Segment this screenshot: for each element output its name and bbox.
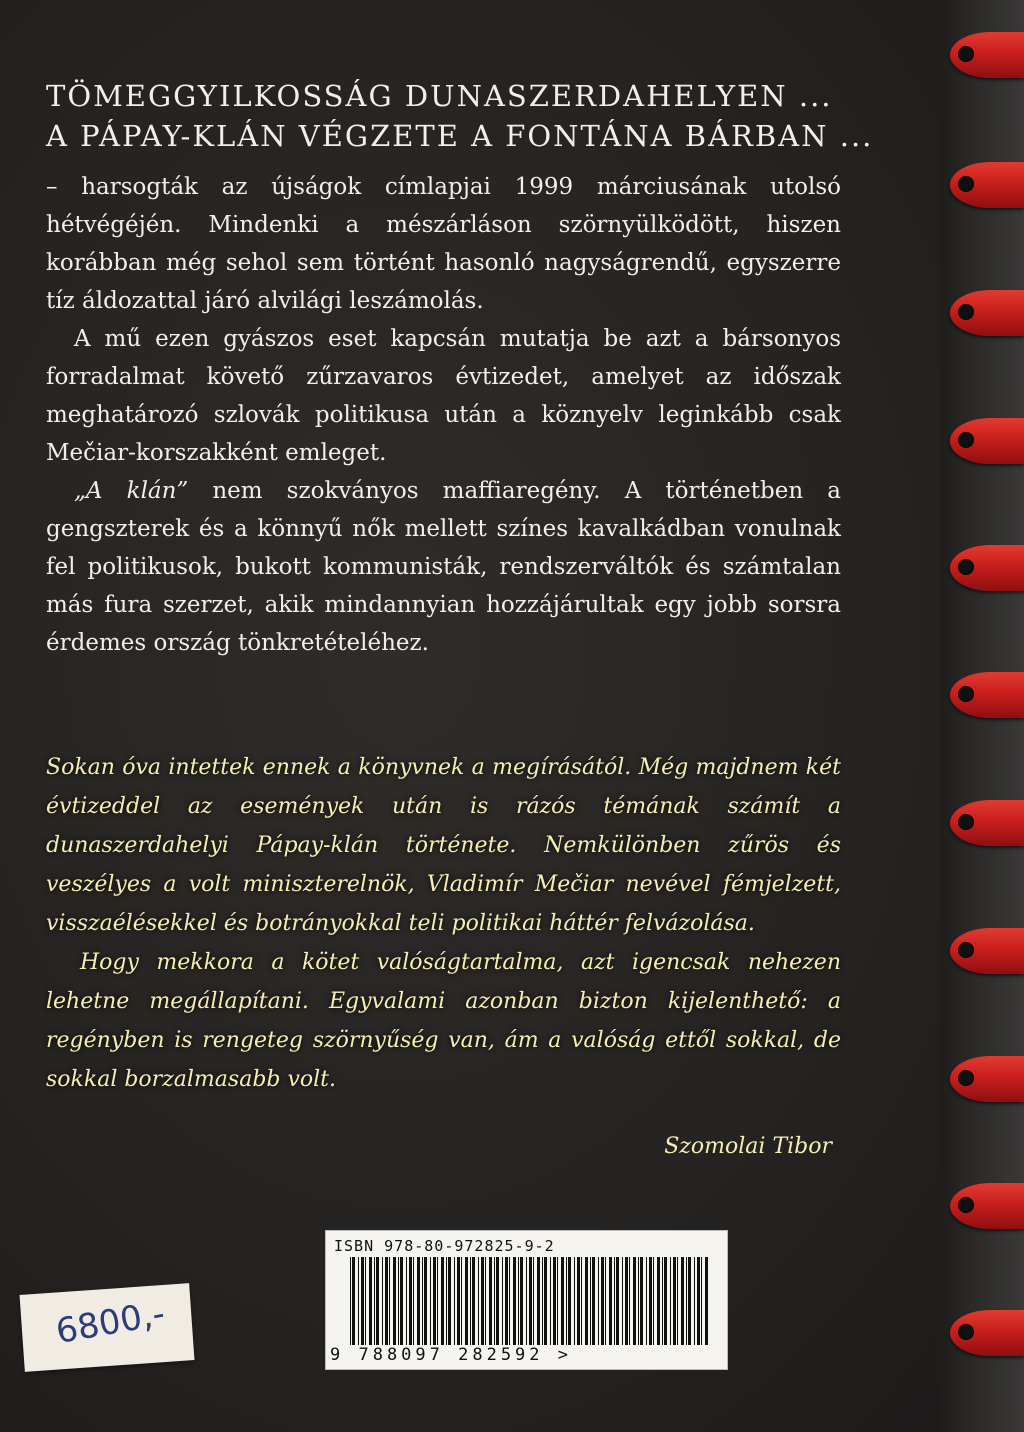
blurb-paragraph-3-text: nem szokványos maffiaregény. A történetben a gengszterek és a könnyű nők mellett színes kavalkádban vonulnak fel politikusok, bukott kommunisták, rendszerváltók és számtalan más fura szerzet, akik mindannyian hozzájárultak egy jobb sorsra érdemes ország tönkretételéhez. xyxy=(46,478,841,656)
ribbon-loop xyxy=(950,545,1024,591)
ean-number: 9 788097 282592 > xyxy=(330,1345,572,1365)
price-handwritten: 6800,- xyxy=(53,1293,168,1352)
author-signature: Szomolai Tibor xyxy=(664,1134,832,1159)
headline-line-2: A PÁPAY-KLÁN VÉGZETE A FONTÁNA BÁRBAN ... xyxy=(46,119,874,153)
blurb-paragraph-1: – harsogták az újságok címlapjai 1999 márciusának utolsó hétvégéjén. Mindenki a mészárláson szörnyülködött, hiszen korábban még sehol sem történt hasonló nagyságrendű, egyszerre tíz áldozattal járó alvilági leszámolás. xyxy=(46,174,841,314)
price-sticker xyxy=(20,1283,195,1372)
ribbon-loop xyxy=(950,162,1024,208)
quote-paragraph-2: Hogy mekkora a kötet valóságtartalma, azt igencsak nehezen lehetne megállapítani. Egyvalami azonban bizton kijelenthető: a regényben is rengeteg szörnyűség van, ám a valóság ettől sokkal, de sokkal borzalmasabb volt. xyxy=(46,950,841,1092)
headline-line-1: TÖMEGGYILKOSSÁG DUNASZERDAHELYEN ... xyxy=(46,79,833,113)
spiral-binding xyxy=(940,0,1024,1432)
ribbon-loop xyxy=(950,800,1024,846)
headline xyxy=(46,76,874,156)
quote-paragraph-1: Sokan óva intettek ennek a könyvnek a megírásától. Még majdnem két évtizeddel az események után is rázós témának számít a dunaszerdahelyi Pápay-klán története. Nemkülönben zűrös és veszélyes a volt miniszterelnök, Vladimír Mečiar nevével fémjelzett, visszaélésekkel és botrányokkal teli politikai háttér felvázolása. xyxy=(46,755,841,936)
ribbon-loop xyxy=(950,1183,1024,1229)
blurb-paragraph-2: A mű ezen gyászos eset kapcsán mutatja be azt a bársonyos forradalmat követő zűrzavaros évtizedet, amelyet az időszak meghatározó szlovák politikusa után a köznyelv leginkább csak Mečiar-korszakként emleget. xyxy=(46,326,841,466)
ribbon-loop xyxy=(950,928,1024,974)
blurb-body xyxy=(46,168,841,662)
ribbon-loop xyxy=(950,1310,1024,1356)
blurb-paragraph-3 xyxy=(46,472,841,662)
barcode-bars xyxy=(350,1257,710,1345)
book-title: „A klán” xyxy=(74,478,189,504)
author-quote xyxy=(46,748,841,1099)
isbn-text: ISBN 978-80-972825-9-2 xyxy=(334,1237,555,1255)
ribbon-loop xyxy=(950,672,1024,718)
ribbon-loop xyxy=(950,32,1024,78)
ribbon-loop xyxy=(950,418,1024,464)
ribbon-loop xyxy=(950,1056,1024,1102)
ribbon-loop xyxy=(950,290,1024,336)
isbn-barcode xyxy=(326,1231,727,1369)
